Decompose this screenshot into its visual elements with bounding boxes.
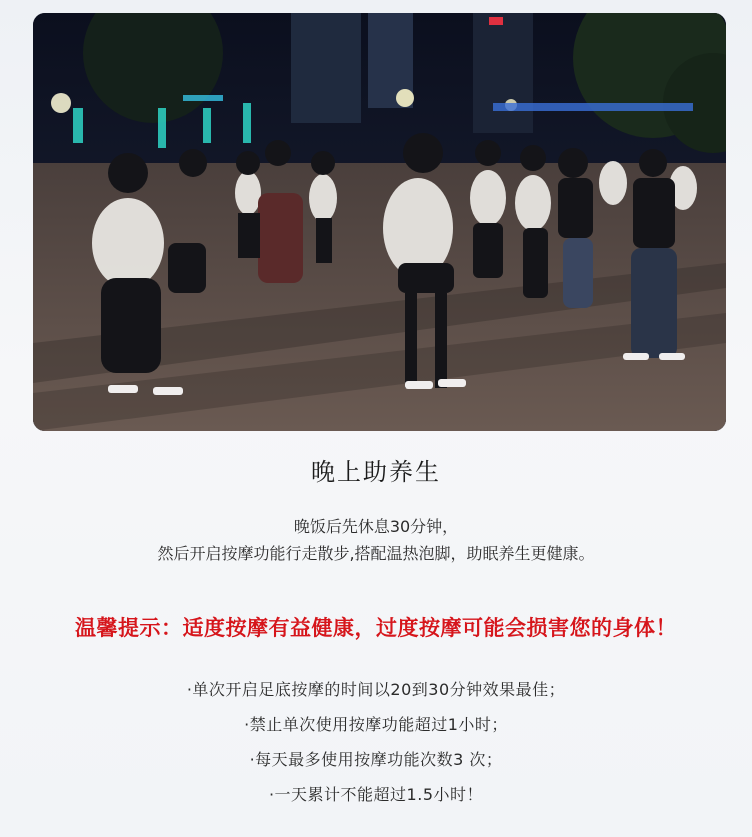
tip-item: ·单次开启足底按摩的时间以20到30分钟效果最佳；: [186, 680, 566, 699]
tip-item: ·禁止单次使用按摩功能超过1小时；: [244, 715, 508, 734]
night-square-dance-photo: [33, 13, 726, 431]
tip-item: ·一天累计不能超过1.5小时！: [268, 785, 484, 804]
photo-illustration: [33, 13, 726, 431]
tips-list: [0, 672, 752, 812]
section-title: 晚上助养生: [311, 458, 441, 486]
warning-notice: 温馨提示：适度按摩有益健康，过度按摩可能会损害您的身体！: [75, 616, 677, 640]
description: [0, 513, 752, 567]
description-line: 晚饭后先休息30分钟，: [293, 517, 459, 536]
tip-item: ·每天最多使用按摩功能次数3 次；: [249, 750, 503, 769]
description-line: 然后开启按摩功能行走散步,搭配温热泡脚，助眠养生更健康。: [157, 544, 595, 563]
